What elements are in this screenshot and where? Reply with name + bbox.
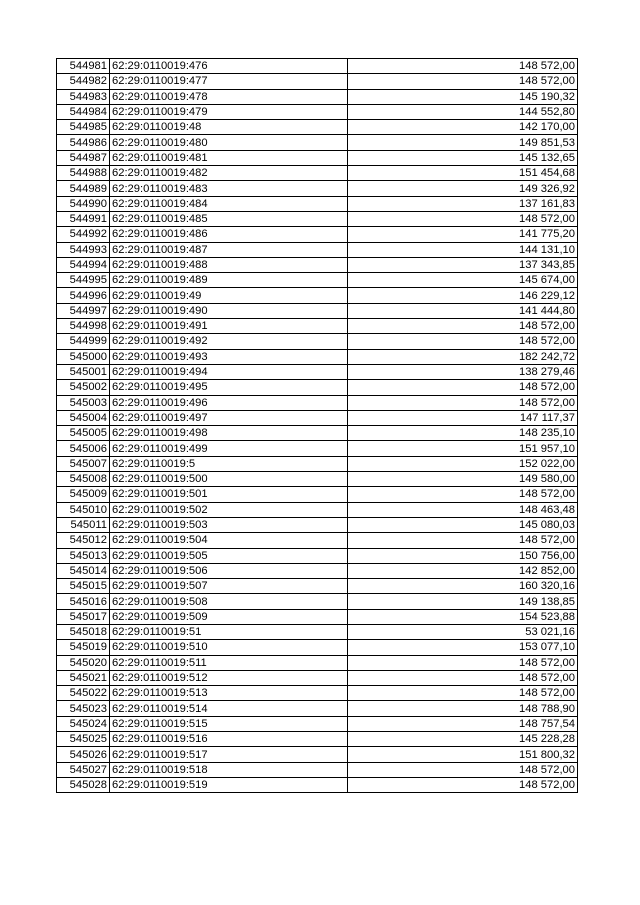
row-id-cell: 544988 (57, 166, 110, 181)
cadastral-number-cell: 62:29:0110019:491 (110, 319, 348, 334)
cadastral-number-cell: 62:29:0110019:507 (110, 579, 348, 594)
cadastral-number-cell: 62:29:0110019:490 (110, 303, 348, 318)
row-id-cell: 545027 (57, 762, 110, 777)
table-row (57, 303, 578, 318)
cadastral-value-cell: 145 080,03 (348, 517, 578, 532)
cadastral-value-cell: 152 022,00 (348, 456, 578, 471)
table-row (57, 380, 578, 395)
cadastral-number-cell: 62:29:0110019:496 (110, 395, 348, 410)
cadastral-number-cell: 62:29:0110019:482 (110, 166, 348, 181)
cadastral-value-cell: 148 572,00 (348, 777, 578, 792)
cadastral-number-cell: 62:29:0110019:492 (110, 334, 348, 349)
cadastral-number-cell: 62:29:0110019:488 (110, 257, 348, 272)
cadastral-value-table (56, 58, 578, 793)
table-row (57, 349, 578, 364)
row-id-cell: 544998 (57, 319, 110, 334)
table-row (57, 166, 578, 181)
cadastral-value-cell: 148 572,00 (348, 59, 578, 74)
cadastral-number-cell: 62:29:0110019:476 (110, 59, 348, 74)
cadastral-number-cell: 62:29:0110019:508 (110, 594, 348, 609)
table-row (57, 533, 578, 548)
table-row (57, 670, 578, 685)
cadastral-value-cell: 145 228,28 (348, 732, 578, 747)
row-id-cell: 545018 (57, 624, 110, 639)
table-row (57, 732, 578, 747)
cadastral-number-cell: 62:29:0110019:504 (110, 533, 348, 548)
row-id-cell: 544994 (57, 257, 110, 272)
table-row (57, 747, 578, 762)
cadastral-number-cell: 62:29:0110019:515 (110, 716, 348, 731)
cadastral-number-cell: 62:29:0110019:51 (110, 624, 348, 639)
cadastral-value-cell: 148 572,00 (348, 670, 578, 685)
row-id-cell: 545010 (57, 502, 110, 517)
table-row (57, 701, 578, 716)
cadastral-value-cell: 151 957,10 (348, 441, 578, 456)
table-row (57, 426, 578, 441)
cadastral-value-cell: 149 326,92 (348, 181, 578, 196)
row-id-cell: 545008 (57, 472, 110, 487)
table-body (57, 59, 578, 793)
row-id-cell: 545016 (57, 594, 110, 609)
table-row (57, 563, 578, 578)
cadastral-value-cell: 144 552,80 (348, 104, 578, 119)
table-row (57, 594, 578, 609)
cadastral-number-cell: 62:29:0110019:519 (110, 777, 348, 792)
row-id-cell: 544987 (57, 150, 110, 165)
row-id-cell: 544993 (57, 242, 110, 257)
cadastral-number-cell: 62:29:0110019:503 (110, 517, 348, 532)
table-row (57, 777, 578, 792)
table-row (57, 196, 578, 211)
cadastral-number-cell: 62:29:0110019:498 (110, 426, 348, 441)
cadastral-number-cell: 62:29:0110019:517 (110, 747, 348, 762)
cadastral-value-cell: 148 572,00 (348, 686, 578, 701)
cadastral-value-cell: 145 132,65 (348, 150, 578, 165)
table-row (57, 273, 578, 288)
cadastral-number-cell: 62:29:0110019:505 (110, 548, 348, 563)
cadastral-number-cell: 62:29:0110019:477 (110, 74, 348, 89)
table-row (57, 609, 578, 624)
cadastral-number-cell: 62:29:0110019:481 (110, 150, 348, 165)
row-id-cell: 544990 (57, 196, 110, 211)
cadastral-number-cell: 62:29:0110019:494 (110, 364, 348, 379)
cadastral-value-cell: 144 131,10 (348, 242, 578, 257)
table-row (57, 624, 578, 639)
row-id-cell: 545011 (57, 517, 110, 532)
table-row (57, 456, 578, 471)
cadastral-value-cell: 149 851,53 (348, 135, 578, 150)
row-id-cell: 545013 (57, 548, 110, 563)
cadastral-value-cell: 148 788,90 (348, 701, 578, 716)
table-row (57, 410, 578, 425)
row-id-cell: 545025 (57, 732, 110, 747)
cadastral-number-cell: 62:29:0110019:509 (110, 609, 348, 624)
cadastral-value-cell: 145 190,32 (348, 89, 578, 104)
cadastral-value-cell: 160 320,16 (348, 579, 578, 594)
table-row (57, 716, 578, 731)
cadastral-value-cell: 146 229,12 (348, 288, 578, 303)
cadastral-number-cell: 62:29:0110019:483 (110, 181, 348, 196)
table-row (57, 640, 578, 655)
cadastral-value-cell: 148 463,48 (348, 502, 578, 517)
table-row (57, 502, 578, 517)
row-id-cell: 545023 (57, 701, 110, 716)
cadastral-number-cell: 62:29:0110019:5 (110, 456, 348, 471)
cadastral-number-cell: 62:29:0110019:484 (110, 196, 348, 211)
table-row (57, 548, 578, 563)
cadastral-value-cell: 142 852,00 (348, 563, 578, 578)
cadastral-value-cell: 137 161,83 (348, 196, 578, 211)
cadastral-number-cell: 62:29:0110019:518 (110, 762, 348, 777)
table-row (57, 441, 578, 456)
cadastral-number-cell: 62:29:0110019:497 (110, 410, 348, 425)
cadastral-number-cell: 62:29:0110019:512 (110, 670, 348, 685)
cadastral-value-cell: 151 800,32 (348, 747, 578, 762)
table-row (57, 227, 578, 242)
cadastral-value-cell: 150 756,00 (348, 548, 578, 563)
row-id-cell: 545017 (57, 609, 110, 624)
table-row (57, 579, 578, 594)
cadastral-value-cell: 148 572,00 (348, 334, 578, 349)
row-id-cell: 545001 (57, 364, 110, 379)
cadastral-value-cell: 147 117,37 (348, 410, 578, 425)
cadastral-number-cell: 62:29:0110019:486 (110, 227, 348, 242)
cadastral-value-cell: 148 572,00 (348, 319, 578, 334)
row-id-cell: 545009 (57, 487, 110, 502)
cadastral-number-cell: 62:29:0110019:489 (110, 273, 348, 288)
row-id-cell: 544989 (57, 181, 110, 196)
table-row (57, 104, 578, 119)
table-row (57, 135, 578, 150)
cadastral-value-cell: 154 523,88 (348, 609, 578, 624)
table-row (57, 59, 578, 74)
table-row (57, 655, 578, 670)
row-id-cell: 545004 (57, 410, 110, 425)
row-id-cell: 545028 (57, 777, 110, 792)
cadastral-number-cell: 62:29:0110019:478 (110, 89, 348, 104)
cadastral-value-cell: 148 235,10 (348, 426, 578, 441)
table-row (57, 364, 578, 379)
table-row (57, 472, 578, 487)
table-row (57, 211, 578, 226)
cadastral-value-cell: 145 674,00 (348, 273, 578, 288)
cadastral-value-cell: 153 077,10 (348, 640, 578, 655)
cadastral-value-cell: 149 580,00 (348, 472, 578, 487)
cadastral-value-cell: 151 454,68 (348, 166, 578, 181)
row-id-cell: 544983 (57, 89, 110, 104)
cadastral-number-cell: 62:29:0110019:516 (110, 732, 348, 747)
table-row (57, 242, 578, 257)
row-id-cell: 545015 (57, 579, 110, 594)
row-id-cell: 545024 (57, 716, 110, 731)
cadastral-value-cell: 148 572,00 (348, 487, 578, 502)
table-row (57, 89, 578, 104)
row-id-cell: 545002 (57, 380, 110, 395)
row-id-cell: 544991 (57, 211, 110, 226)
cadastral-value-cell: 138 279,46 (348, 364, 578, 379)
cadastral-number-cell: 62:29:0110019:487 (110, 242, 348, 257)
row-id-cell: 545003 (57, 395, 110, 410)
row-id-cell: 544984 (57, 104, 110, 119)
cadastral-value-cell: 148 572,00 (348, 211, 578, 226)
table-row (57, 334, 578, 349)
cadastral-value-cell: 148 572,00 (348, 762, 578, 777)
row-id-cell: 545026 (57, 747, 110, 762)
cadastral-number-cell: 62:29:0110019:495 (110, 380, 348, 395)
row-id-cell: 544982 (57, 74, 110, 89)
cadastral-number-cell: 62:29:0110019:514 (110, 701, 348, 716)
table-row (57, 762, 578, 777)
cadastral-value-cell: 182 242,72 (348, 349, 578, 364)
table-row (57, 288, 578, 303)
table-row (57, 150, 578, 165)
cadastral-value-cell: 149 138,85 (348, 594, 578, 609)
table-row (57, 487, 578, 502)
table-row (57, 181, 578, 196)
cadastral-number-cell: 62:29:0110019:500 (110, 472, 348, 487)
table-row (57, 517, 578, 532)
row-id-cell: 544995 (57, 273, 110, 288)
cadastral-value-cell: 148 572,00 (348, 74, 578, 89)
cadastral-value-cell: 148 572,00 (348, 655, 578, 670)
cadastral-number-cell: 62:29:0110019:511 (110, 655, 348, 670)
cadastral-number-cell: 62:29:0110019:501 (110, 487, 348, 502)
row-id-cell: 545020 (57, 655, 110, 670)
cadastral-value-cell: 148 757,54 (348, 716, 578, 731)
cadastral-number-cell: 62:29:0110019:506 (110, 563, 348, 578)
row-id-cell: 544981 (57, 59, 110, 74)
cadastral-value-cell: 141 444,80 (348, 303, 578, 318)
cadastral-number-cell: 62:29:0110019:499 (110, 441, 348, 456)
row-id-cell: 545007 (57, 456, 110, 471)
cadastral-value-cell: 148 572,00 (348, 380, 578, 395)
row-id-cell: 545000 (57, 349, 110, 364)
table-row (57, 686, 578, 701)
row-id-cell: 545019 (57, 640, 110, 655)
cadastral-number-cell: 62:29:0110019:510 (110, 640, 348, 655)
cadastral-number-cell: 62:29:0110019:493 (110, 349, 348, 364)
table-row (57, 74, 578, 89)
cadastral-value-cell: 148 572,00 (348, 395, 578, 410)
table-row (57, 120, 578, 135)
table-row (57, 257, 578, 272)
row-id-cell: 544997 (57, 303, 110, 318)
cadastral-number-cell: 62:29:0110019:502 (110, 502, 348, 517)
cadastral-number-cell: 62:29:0110019:513 (110, 686, 348, 701)
row-id-cell: 545012 (57, 533, 110, 548)
row-id-cell: 544985 (57, 120, 110, 135)
row-id-cell: 545014 (57, 563, 110, 578)
row-id-cell: 545022 (57, 686, 110, 701)
cadastral-value-cell: 141 775,20 (348, 227, 578, 242)
row-id-cell: 544986 (57, 135, 110, 150)
row-id-cell: 544999 (57, 334, 110, 349)
table-row (57, 395, 578, 410)
cadastral-value-cell: 53 021,16 (348, 624, 578, 639)
row-id-cell: 545021 (57, 670, 110, 685)
row-id-cell: 545006 (57, 441, 110, 456)
table-row (57, 319, 578, 334)
cadastral-number-cell: 62:29:0110019:485 (110, 211, 348, 226)
cadastral-number-cell: 62:29:0110019:48 (110, 120, 348, 135)
cadastral-value-cell: 148 572,00 (348, 533, 578, 548)
cadastral-number-cell: 62:29:0110019:49 (110, 288, 348, 303)
cadastral-number-cell: 62:29:0110019:479 (110, 104, 348, 119)
row-id-cell: 544996 (57, 288, 110, 303)
cadastral-number-cell: 62:29:0110019:480 (110, 135, 348, 150)
row-id-cell: 545005 (57, 426, 110, 441)
cadastral-value-cell: 137 343,85 (348, 257, 578, 272)
row-id-cell: 544992 (57, 227, 110, 242)
cadastral-value-cell: 142 170,00 (348, 120, 578, 135)
